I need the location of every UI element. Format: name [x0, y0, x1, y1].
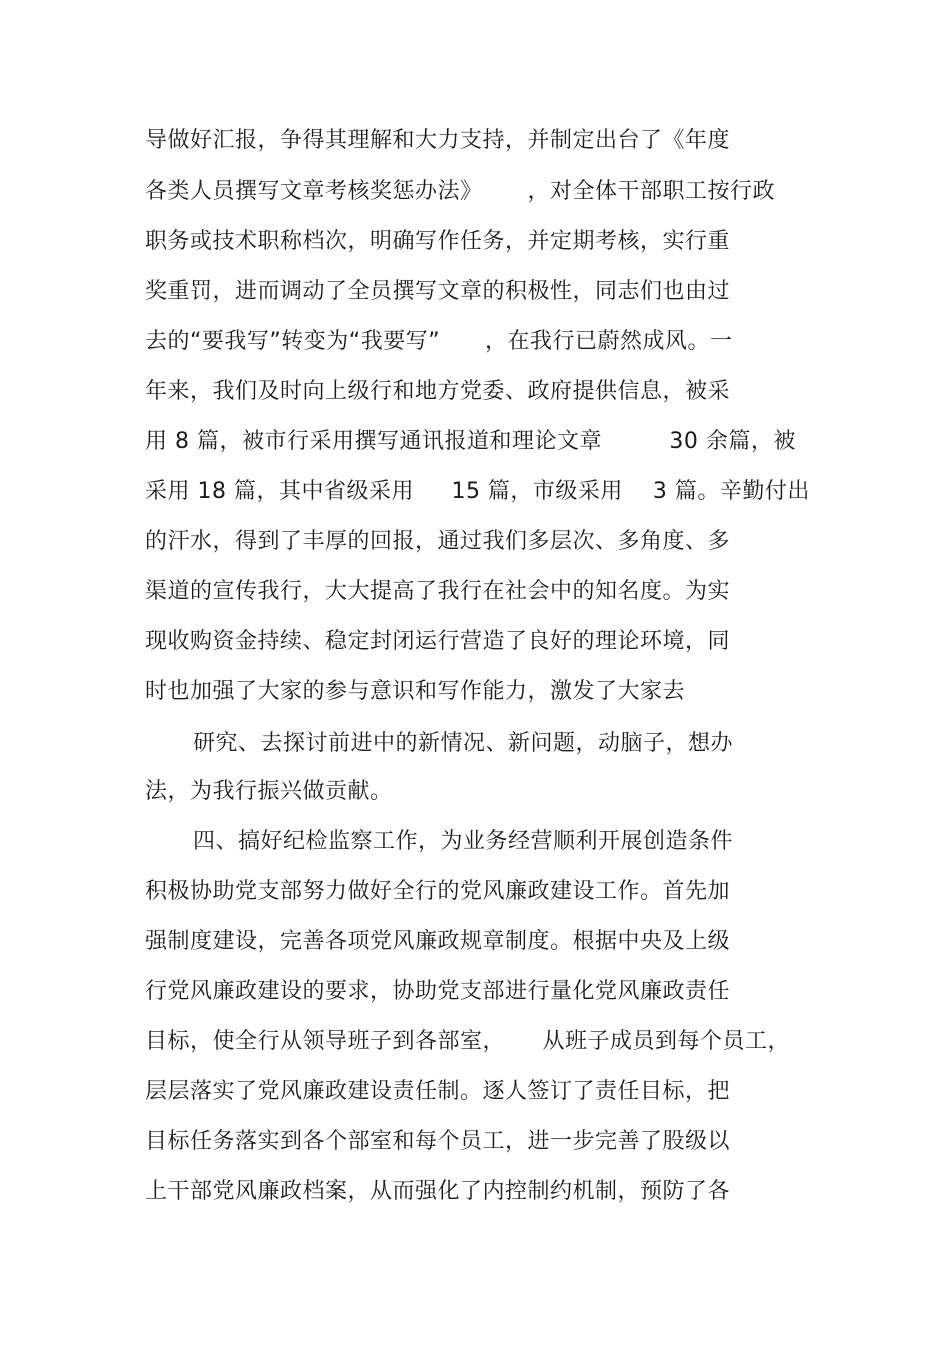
text-line-10: 渠道的宣传我行，大大提高了我行在社会中的知名度。为实 [145, 579, 731, 604]
text-line-5: 去的“要我写”转变为“我要写” ，在我行已蔚然成风。一 [145, 329, 733, 354]
text-line-6: 年来，我们及时向上级行和地方党委、政府提供信息，被采 [145, 379, 731, 404]
text-line-16: 积极协助党支部努力做好全行的党风廉政建设工作。首先加 [145, 879, 731, 904]
text-line-3: 职务或技术职称档次，明确写作任务，并定期考核，实行重 [145, 229, 731, 254]
text-line-11: 现收购资金持续、稳定封闭运行营造了良好的理论环境，同 [145, 629, 731, 654]
text-line-1: 导做好汇报，争得其理解和大力支持，并制定出台了《年度 [145, 128, 731, 153]
text-line-13: 研究、去探讨前进中的新情况、新问题，动脑子，想办 [193, 731, 734, 756]
text-line-19: 目标，使全行从领导班子到各部室， 从班子成员到每个员工， [145, 1029, 790, 1054]
text-line-9: 的汗水，得到了丰厚的回报，通过我们多层次、多角度、多 [145, 529, 731, 554]
text-line-17: 强制度建设，完善各项党风廉政规章制度。根据中央及上级 [145, 929, 731, 954]
text-line-12: 时也加强了大家的参与意识和写作能力，激发了大家去 [145, 679, 686, 704]
text-line-22: 上干部党风廉政档案，从而强化了内控制约机制，预防了各 [145, 1179, 731, 1204]
text-line-21: 目标任务落实到各个部室和每个员工，进一步完善了股级以 [145, 1129, 731, 1154]
text-line-20: 层层落实了党风廉政建设责任制。逐人签订了责任目标，把 [145, 1079, 731, 1104]
text-line-7: 用 8 篇，被市行采用撰写通讯报道和理论文章 30 余篇，被 [145, 429, 796, 454]
text-line-18: 行党风廉政建设的要求，协助党支部进行量化党风廉政责任 [145, 979, 731, 1004]
text-line-2: 各类人员撰写文章考核奖惩办法》 ，对全体干部职工按行政 [145, 179, 775, 204]
text-line-4: 奖重罚，进而调动了全员撰写文章的积极性，同志们也由过 [145, 279, 731, 304]
text-line-14: 法，为我行振兴做贡献。 [145, 779, 393, 804]
section-heading: 四、搞好纪检监察工作，为业务经营顺利开展创造条件 [193, 829, 734, 854]
text-line-8: 采用 18 篇，其中省级采用 15 篇，市级采用 3 篇。辛勤付出 [145, 479, 810, 504]
